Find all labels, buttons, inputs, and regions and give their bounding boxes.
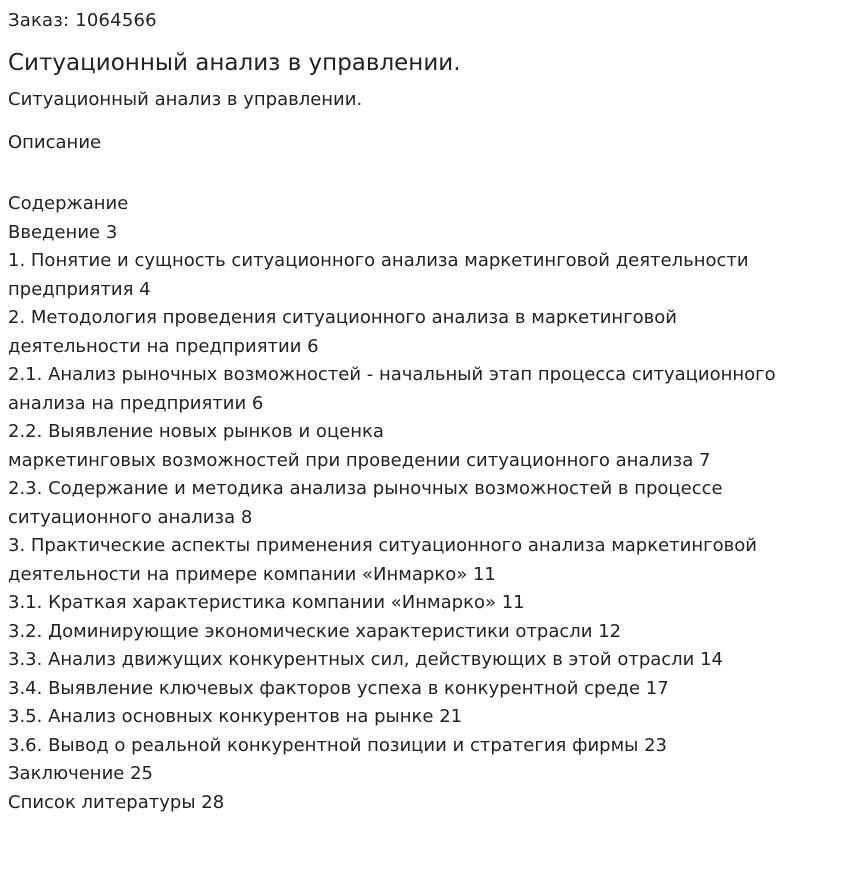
- toc-line: деятельности на предприятии 6: [8, 335, 319, 357]
- toc-line: 2. Методология проведения ситуационного анализа в маркетинговой: [8, 307, 677, 328]
- description-heading: Описание: [8, 132, 102, 153]
- toc-line: 3.6. Вывод о реальной конкурентной позиции и стратегия фирмы 23: [8, 734, 668, 756]
- table-of-contents: [8, 190, 838, 817]
- toc-line: Введение 3: [8, 221, 118, 243]
- toc-heading: Содержание: [8, 193, 129, 214]
- toc-line: ситуационного анализа 8: [8, 506, 253, 528]
- toc-line: деятельности на примере компании «Инмарко» 11: [8, 563, 496, 585]
- toc-line: маркетинговых возможностей при проведении ситуационного анализа 7: [8, 449, 711, 471]
- toc-line: 3.3. Анализ движущих конкурентных сил, действующих в этой отрасли 14: [8, 649, 723, 670]
- toc-line: 3.2. Доминирующие экономические характеристики отрасли 12: [8, 620, 622, 642]
- toc-line: 3. Практические аспекты применения ситуационного анализа маркетинговой: [8, 535, 757, 556]
- toc-line: 1. Понятие и сущность ситуационного анализа маркетинговой деятельности: [8, 250, 749, 271]
- toc-line: 3.1. Краткая характеристика компании «Инмарко» 11: [8, 592, 525, 613]
- toc-line: Список литературы 28: [8, 791, 225, 813]
- order-number: Заказ: 1064566: [8, 10, 157, 31]
- toc-line: 3.5. Анализ основных конкурентов на рынке 21: [8, 706, 463, 727]
- toc-line: анализа на предприятии 6: [8, 392, 264, 414]
- page-subtitle: Ситуационный анализ в управлении.: [8, 89, 363, 110]
- toc-line: 2.3. Содержание и методика анализа рыночных возможностей в процессе: [8, 478, 723, 499]
- page-title: Ситуационный анализ в управлении.: [8, 50, 461, 76]
- toc-line: Заключение 25: [8, 763, 153, 784]
- toc-line: 3.4. Выявление ключевых факторов успеха в конкурентной среде 17: [8, 677, 669, 699]
- toc-line: 2.2. Выявление новых рынков и оценка: [8, 421, 384, 442]
- toc-line: 2.1. Анализ рыночных возможностей - начальный этап процесса ситуационного: [8, 364, 776, 385]
- toc-line: предприятия 4: [8, 278, 151, 300]
